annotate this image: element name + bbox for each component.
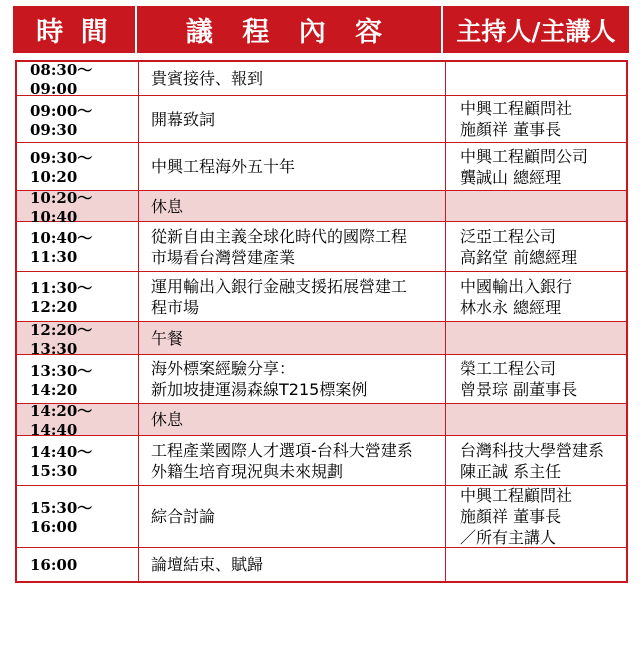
agenda-line: 從新自由主義全球化時代的國際工程 bbox=[151, 226, 408, 246]
header-agenda: 議 程 內 容 bbox=[137, 6, 441, 53]
time-cell: 14:40～15:30 bbox=[17, 436, 139, 485]
agenda-line: 綜合討論 bbox=[151, 507, 216, 526]
host-cell bbox=[446, 191, 626, 221]
agenda-line: 休息 bbox=[151, 196, 184, 216]
time-cell: 14:20～14:40 bbox=[17, 404, 139, 435]
table-row bbox=[17, 61, 626, 98]
host-cell bbox=[446, 272, 626, 321]
agenda-cell bbox=[139, 62, 446, 95]
host-cell bbox=[446, 404, 626, 435]
time-cell: 09:30～10:20 bbox=[17, 143, 139, 190]
time-cell: 15:30～16:00 bbox=[17, 486, 139, 547]
agenda-cell bbox=[139, 143, 446, 190]
host-line: 高銘堂 前總經理 bbox=[460, 247, 578, 267]
host-cell bbox=[446, 355, 626, 403]
host-cell bbox=[446, 322, 626, 354]
host-cell bbox=[446, 486, 626, 547]
host-line: 台灣科技大學營建系 bbox=[460, 440, 605, 460]
host-line: 榮工工程公司 bbox=[460, 359, 557, 378]
time-cell: 13:30～14:20 bbox=[17, 355, 139, 403]
host-cell bbox=[446, 62, 626, 95]
table-row bbox=[17, 221, 626, 271]
table-header bbox=[13, 6, 629, 53]
time-cell: 10:20～10:40 bbox=[17, 191, 139, 221]
host-cell bbox=[446, 222, 626, 271]
host-line: 泛亞工程公司 bbox=[460, 226, 557, 246]
agenda-cell bbox=[139, 355, 446, 403]
agenda-table bbox=[15, 60, 628, 583]
table-row bbox=[17, 271, 626, 321]
agenda-line: 休息 bbox=[151, 410, 184, 429]
host-line: 龔誠山 總經理 bbox=[460, 167, 562, 187]
header-host: 主持人/主講人 bbox=[443, 6, 629, 53]
agenda-line: 運用輸出入銀行金融支援拓展營建工 bbox=[151, 276, 408, 296]
time-cell: 08:30～09:00 bbox=[17, 62, 139, 95]
agenda-line: 開幕致詞 bbox=[151, 109, 216, 129]
host-line: 施顏祥 董事長 bbox=[460, 507, 562, 526]
agenda-cell bbox=[139, 322, 446, 354]
host-line: 陳正誠 系主任 bbox=[460, 461, 562, 481]
agenda-cell bbox=[139, 436, 446, 485]
table-row bbox=[17, 95, 626, 142]
host-line: 中興工程顧問公司 bbox=[460, 146, 589, 166]
table-row bbox=[17, 354, 626, 403]
agenda-line: 外籍生培育現況與未來規劃 bbox=[151, 461, 344, 481]
header-time: 時 間 bbox=[13, 6, 135, 53]
host-line: 曾景琮 副董事長 bbox=[460, 380, 578, 399]
table-row bbox=[17, 142, 626, 190]
host-line: 中興工程顧問社 bbox=[460, 99, 573, 118]
time-cell: 11:30～12:20 bbox=[17, 272, 139, 321]
host-cell bbox=[446, 143, 626, 190]
time-cell: 09:00～09:30 bbox=[17, 96, 139, 142]
agenda-cell bbox=[139, 404, 446, 435]
table-row bbox=[17, 485, 626, 547]
table-row bbox=[17, 188, 626, 226]
time-cell: 10:40～11:30 bbox=[17, 222, 139, 271]
agenda-line: 市場看台灣營建產業 bbox=[151, 247, 296, 267]
table-row bbox=[17, 402, 626, 439]
time-cell: 12:20～13:30 bbox=[17, 322, 139, 354]
host-cell bbox=[446, 436, 626, 485]
agenda-line: 海外標案經驗分享： bbox=[151, 359, 296, 378]
host-line: 林水永 總經理 bbox=[460, 297, 562, 317]
agenda-line: 午餐 bbox=[151, 328, 184, 348]
agenda-cell bbox=[139, 548, 446, 581]
host-line: 施顏祥 董事長 bbox=[460, 120, 562, 139]
agenda-cell bbox=[139, 272, 446, 321]
table-row bbox=[17, 435, 626, 485]
host-line: 中興工程顧問社 bbox=[460, 486, 573, 505]
table-row bbox=[17, 547, 626, 581]
agenda-line: 論壇結束、賦歸 bbox=[151, 555, 264, 574]
host-cell bbox=[446, 96, 626, 142]
time-cell: 16:00 bbox=[17, 548, 139, 581]
table-row bbox=[17, 320, 626, 358]
agenda-cell bbox=[139, 96, 446, 142]
agenda-line: 貴賓接待、報到 bbox=[151, 69, 264, 88]
agenda-cell bbox=[139, 222, 446, 271]
agenda-line: 程市場 bbox=[151, 297, 200, 317]
host-line: 中國輸出入銀行 bbox=[460, 276, 573, 296]
agenda-cell bbox=[139, 486, 446, 547]
agenda-line: 工程產業國際人才選項-台科大營建系 bbox=[151, 440, 413, 460]
host-line: ／所有主講人 bbox=[460, 528, 557, 547]
host-cell bbox=[446, 548, 626, 581]
agenda-line: 中興工程海外五十年 bbox=[151, 157, 296, 176]
agenda-line: 新加坡捷運湯森線T215標案例 bbox=[151, 380, 368, 399]
agenda-cell bbox=[139, 191, 446, 221]
